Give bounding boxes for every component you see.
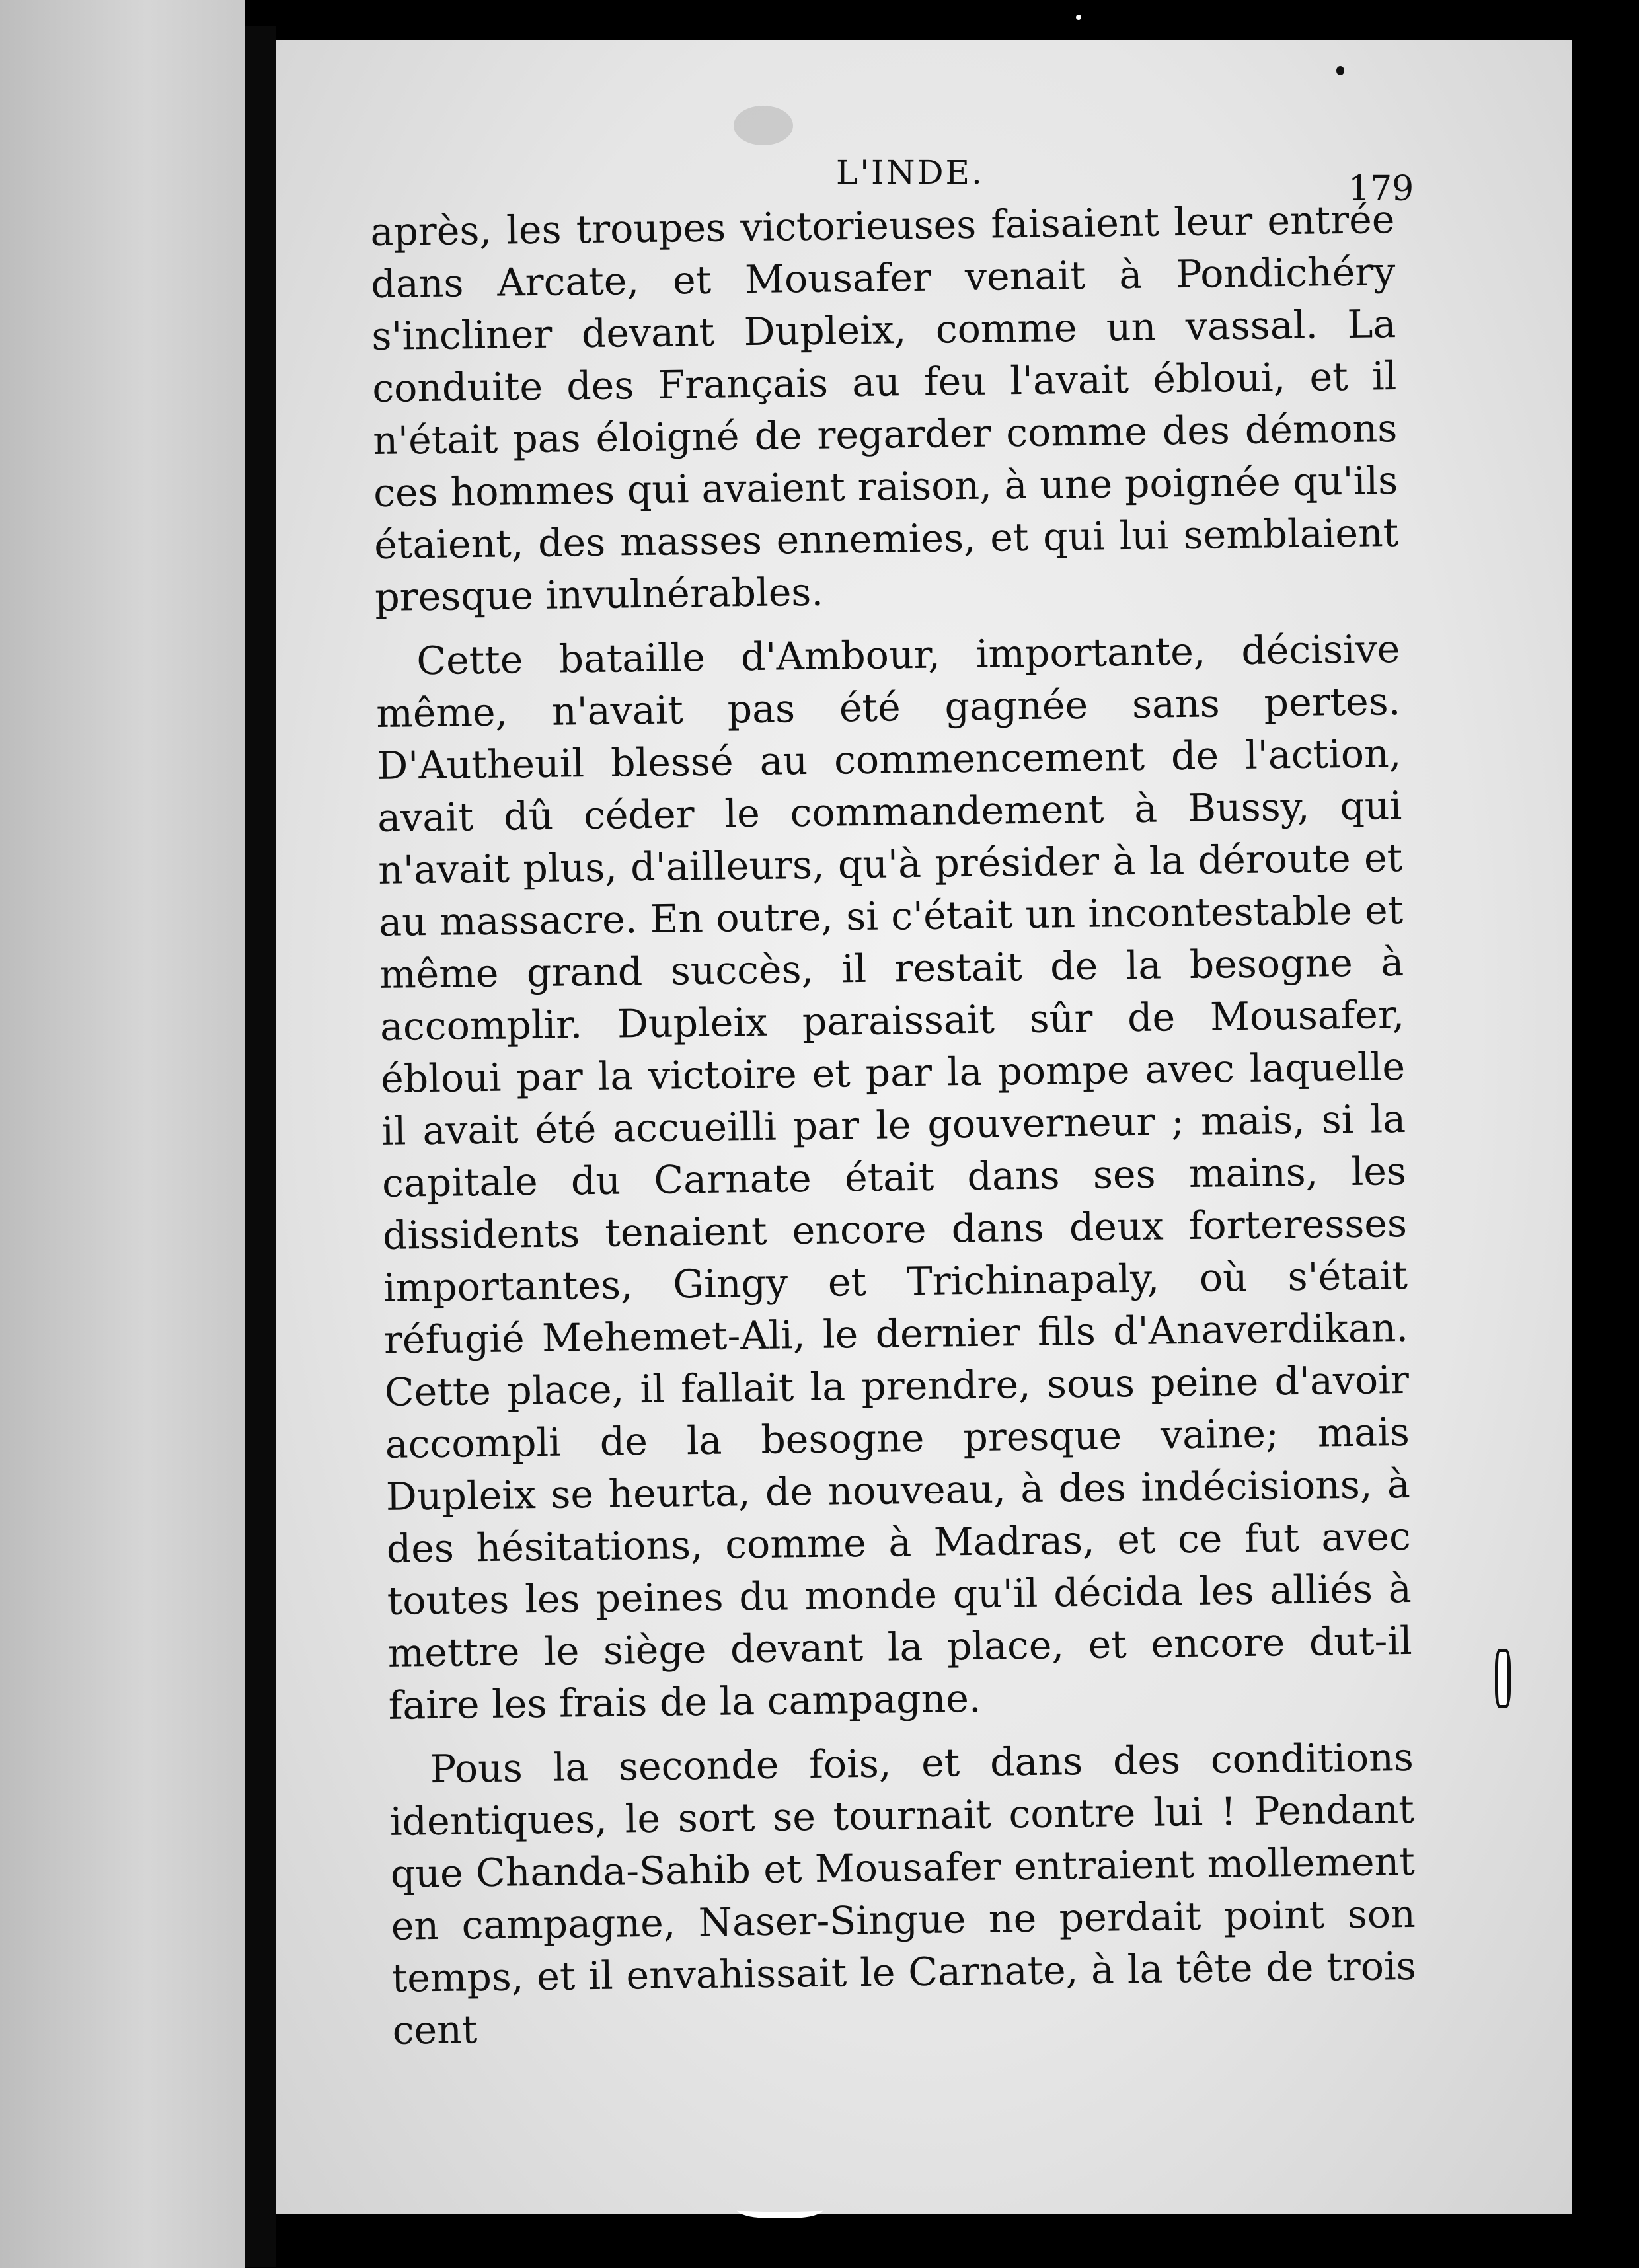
right-scan-border (1572, 0, 1639, 2268)
paragraph-3: Pous la seconde fois, et dans des conditions identiques, le sort se tournait contre lui ! Pendant que Chanda-Sahib et Mousafer entraient mollement en campagne, Naser-Singue ne perdait point son temps, et il envahissait le Carnate, à la tête de trois cent (389, 1734, 1417, 2053)
running-head: L'INDE. (836, 153, 984, 192)
scan-speck (737, 2197, 823, 2218)
paragraph-2: Cette bataille d'Ambour, importante, décisive même, n'avait pas été gagnée sans pertes. D'Autheuil blessé au commencement de l'action, avait dû céder le commandement à Bussy, qui n'avait plus, d'ailleurs, qu'à présider à la déroute et au massacre. En outre, si c'était un incontestable et même grand succès, il restait de la besogne à accomplir. Dupleix paraissait sûr de Mousafer, ébloui par la victoire et par la pompe avec laquelle il avait été accueilli par le gouverneur ; mais, si la capitale du Carnate était dans ses mains, les dissidents tenaient encore dans deux forteresses importantes, Gingy et Trichinapaly, où s'était réfugié Mehemet-Ali, le dernier fils d'Anaverdikan. Cette place, il fallait la prendre, sous peine d'avoir accompli de la besogne presque vaine; mais Dupleix se heurta, de nouveau, à des indécisions, à des hésitations, comme à Madras, et ce fut avec toutes les peines du monde qu'il décida les alliés à mettre le siège devant la place, et encore dut-il faire les frais de la campagne. (375, 626, 1413, 1728)
page-number: 179 (1348, 169, 1414, 209)
scan-speck (734, 106, 793, 145)
scan-speck (1076, 15, 1081, 20)
book-gutter (245, 26, 276, 2267)
scan-speck (1336, 66, 1344, 75)
paragraph-1: après, les troupes victorieuses faisaient leur entrée dans Arcate, et Mousafer venait à Pondichéry s'incliner devant Dupleix, comme un vassal. La conduite des Français au feu l'avait ébloui, et il n'était pas éloigné de regarder comme des démons ces hommes qui avaient raison, à une poignée qu'ils étaient, des masses ennemies, et qui lui semblaient presque invulnérables. (370, 197, 1399, 620)
left-page-edge (0, 0, 245, 2268)
scan-speck (1495, 1649, 1511, 1708)
body-text (370, 194, 1417, 2069)
